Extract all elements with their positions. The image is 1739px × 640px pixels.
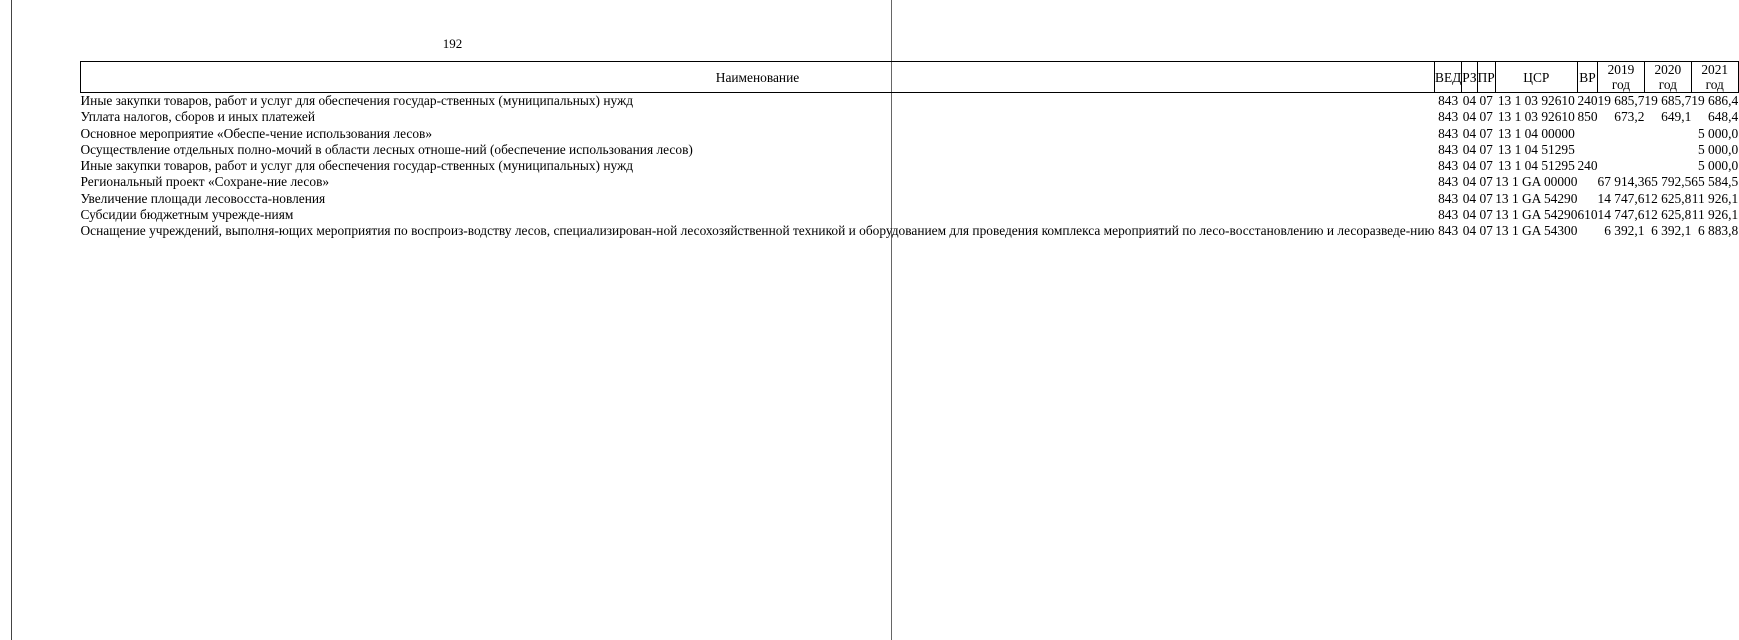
- row-2021: 5 000,0: [1697, 158, 1739, 174]
- row-2021: 5 000,0: [1697, 141, 1739, 157]
- row-2021: 648,4: [1708, 109, 1739, 125]
- row-csr: 13 1 03 92610: [1497, 109, 1575, 125]
- row-2020: 65 792,5: [1644, 174, 1692, 190]
- row-2020: 12 625,8: [1644, 190, 1692, 206]
- column-header-2021: 2021 год: [1691, 62, 1738, 93]
- row-2019: 67 914,3: [1597, 174, 1645, 190]
- row-name: Основное мероприятие «Обеспе-чение использования лесов»: [80, 125, 433, 141]
- row-name: Увеличение площади лесовосста-новления: [80, 190, 326, 206]
- row-pr: 07: [1479, 93, 1493, 108]
- row-csr: 13 1 04 51295: [1497, 158, 1575, 174]
- row-2019: 673,2: [1614, 109, 1645, 125]
- row-rz: 04: [1462, 190, 1477, 206]
- row-ved: 843: [1438, 158, 1459, 174]
- column-header-ved: ВЕД: [1435, 62, 1462, 93]
- row-rz: 04: [1462, 207, 1477, 223]
- row-2020: 649,1: [1661, 109, 1692, 125]
- row-pr: 07: [1479, 223, 1493, 239]
- row-ved: 843: [1438, 190, 1459, 206]
- row-rz: 04: [1462, 141, 1477, 157]
- row-2021: 5 000,0: [1697, 125, 1739, 141]
- table-row: [81, 93, 1739, 110]
- row-name: Региональный проект «Сохране-ние лесов»: [80, 174, 330, 190]
- row-ved: 843: [1438, 125, 1459, 141]
- table-row: [81, 207, 1739, 223]
- row-csr: 13 1 GA 54290: [1495, 190, 1578, 206]
- table-row: [81, 174, 1739, 190]
- row-2020: [1644, 142, 1691, 158]
- column-header-pr: ПР: [1477, 62, 1495, 93]
- row-csr: 13 1 GA 00000: [1495, 174, 1578, 190]
- row-name: Иные закупки товаров, работ и услуг для обеспечения государ-ственных (муниципальных) нужд: [80, 158, 634, 174]
- row-csr: 13 1 GA 54290: [1495, 207, 1578, 223]
- row-pr: 07: [1479, 158, 1493, 174]
- row-vr: [1577, 223, 1597, 239]
- row-vr: 850: [1577, 109, 1598, 125]
- table-header-row: [81, 62, 1739, 93]
- row-name: Иные закупки товаров, работ и услуг для обеспечения государ-ственных (муниципальных) нужд: [80, 93, 634, 108]
- row-ved: 843: [1438, 174, 1459, 190]
- row-vr: [1577, 191, 1597, 207]
- row-2021: 6 883,8: [1697, 223, 1739, 239]
- row-ved: 843: [1438, 109, 1459, 125]
- row-csr: 13 1 04 51295: [1497, 141, 1575, 157]
- row-pr: 07: [1479, 109, 1493, 125]
- row-ved: 843: [1438, 93, 1459, 108]
- row-2019: 6 392,1: [1604, 223, 1645, 239]
- row-pr: 07: [1479, 125, 1493, 141]
- row-rz: 04: [1462, 223, 1477, 239]
- table-row: [81, 223, 1739, 239]
- row-pr: 07: [1479, 174, 1493, 190]
- budget-table: [80, 61, 1739, 240]
- table-row: [81, 126, 1739, 142]
- row-2020: [1644, 126, 1691, 142]
- row-ved: 843: [1438, 207, 1459, 223]
- row-name: Субсидии бюджетным учрежде-ниям: [80, 207, 294, 223]
- row-csr: 13 1 04 00000: [1497, 125, 1575, 141]
- column-header-2019: 2019 год: [1598, 62, 1645, 93]
- row-2021: 19 686,4: [1691, 93, 1739, 108]
- row-2021: 65 584,5: [1691, 174, 1739, 190]
- page-number: 192: [442, 36, 463, 51]
- column-header-rz: РЗ: [1462, 62, 1477, 93]
- row-rz: 04: [1462, 158, 1477, 174]
- column-header-name: Наименование: [81, 62, 1435, 93]
- row-rz: 04: [1462, 174, 1477, 190]
- row-ved: 843: [1438, 223, 1459, 239]
- row-2019: 14 747,6: [1597, 190, 1645, 206]
- row-vr: [1577, 174, 1597, 190]
- row-2020: 12 625,8: [1644, 207, 1692, 223]
- row-2020: 6 392,1: [1651, 223, 1692, 239]
- column-header-csr: ЦСР: [1495, 62, 1577, 93]
- row-vr: 240: [1577, 158, 1598, 174]
- row-pr: 07: [1479, 190, 1493, 206]
- row-rz: 04: [1462, 109, 1477, 125]
- table-row: [81, 158, 1739, 174]
- row-pr: 07: [1479, 207, 1493, 223]
- row-vr: [1577, 126, 1597, 142]
- table-row: [81, 109, 1739, 125]
- table-row: [81, 142, 1739, 158]
- row-2019: [1598, 126, 1645, 142]
- row-vr: 240: [1577, 93, 1598, 108]
- column-header-2020: 2020 год: [1644, 62, 1691, 93]
- row-2019: 19 685,7: [1597, 93, 1645, 108]
- row-csr: 13 1 GA 54300: [1495, 223, 1578, 239]
- column-header-vr: ВР: [1577, 62, 1597, 93]
- page-edge-left: [11, 0, 12, 640]
- row-vr: 610: [1577, 207, 1598, 223]
- row-vr: [1577, 142, 1597, 158]
- row-name: Осуществление отдельных полно-мочий в области лесных отноше-ний (обеспечение использования лесов): [80, 141, 693, 157]
- table-row: [81, 191, 1739, 207]
- row-name: Оснащение учреждений, выполня-ющих мероприятия по воспроиз-водству лесов, специализирован-ной лесохозяйственной техникой и оборудованием для проведения комплекса мероприятий по лесо-восстановлению и лесоразведе-нию: [80, 223, 1435, 239]
- row-2020: 19 685,7: [1644, 93, 1692, 108]
- row-2021: 11 926,1: [1691, 207, 1739, 223]
- row-rz: 04: [1462, 93, 1477, 108]
- row-2020: [1644, 158, 1691, 174]
- row-2021: 11 926,1: [1691, 190, 1739, 206]
- row-2019: 14 747,6: [1597, 207, 1645, 223]
- row-pr: 07: [1479, 141, 1493, 157]
- row-ved: 843: [1438, 141, 1459, 157]
- row-2019: [1598, 142, 1645, 158]
- row-csr: 13 1 03 92610: [1497, 93, 1575, 108]
- row-2019: [1598, 158, 1645, 174]
- row-rz: 04: [1462, 125, 1477, 141]
- row-name: Уплата налогов, сборов и иных платежей: [80, 109, 316, 125]
